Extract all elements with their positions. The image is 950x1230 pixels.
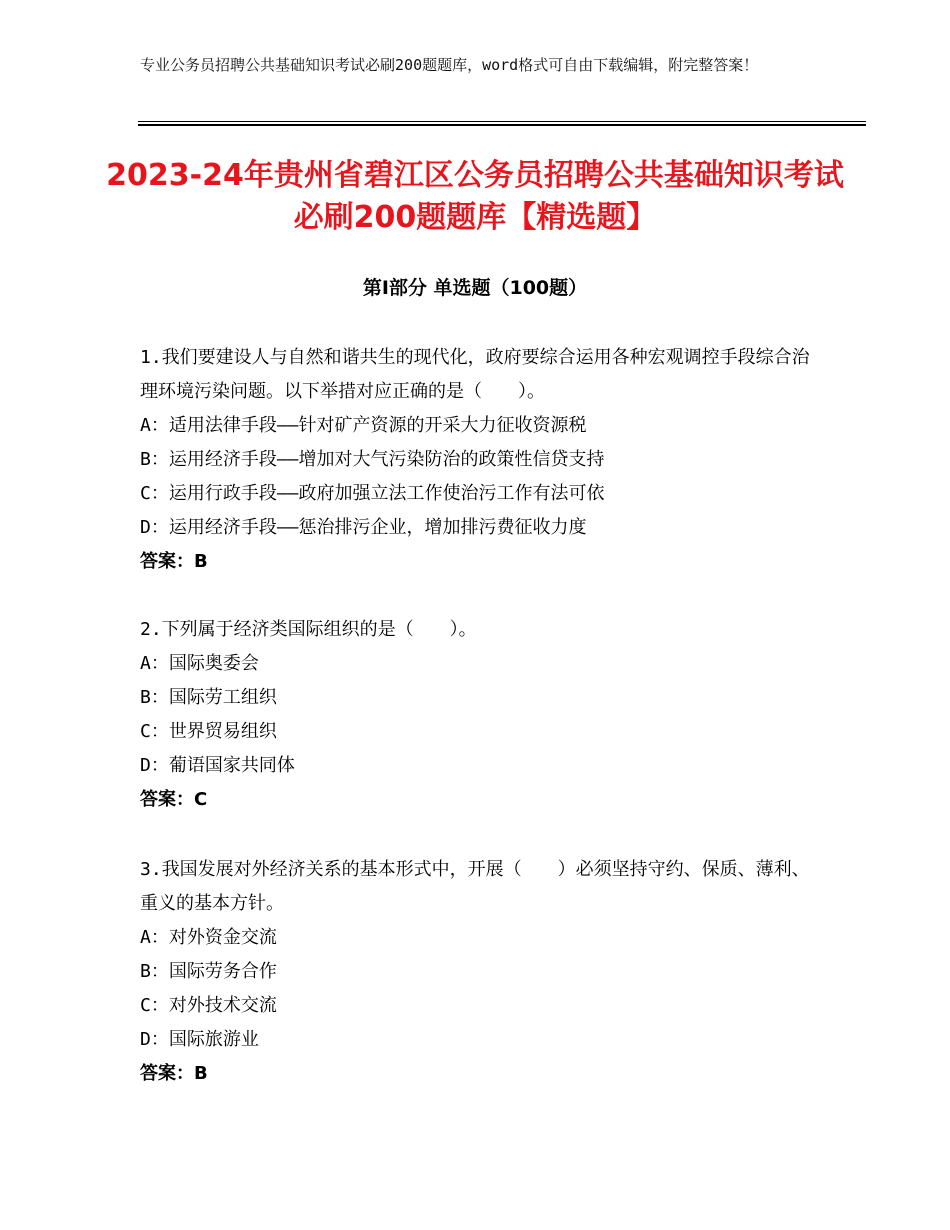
option-d: D：运用经济手段——惩治排污企业，增加排污费征收力度 <box>140 517 587 538</box>
option-a: A：适用法律手段——针对矿产资源的开采大力征收资源税 <box>140 415 587 436</box>
option-b: B：国际劳工组织 <box>140 687 277 708</box>
question-block <box>140 853 810 1091</box>
header-divider <box>138 121 866 122</box>
option-a: A：对外资金交流 <box>140 927 277 948</box>
option-c: C：运用行政手段——政府加强立法工作使治污工作有法可依 <box>140 483 605 504</box>
option-c: C：对外技术交流 <box>140 995 277 1016</box>
question-block <box>140 341 810 579</box>
answer: 答案：C <box>140 789 208 810</box>
option-b: B：运用经济手段——增加对大气污染防治的政策性信贷支持 <box>140 449 605 470</box>
option-d: D：国际旅游业 <box>140 1029 259 1050</box>
question-stem: 3.我国发展对外经济关系的基本形式中，开展（ ）必须坚持守约、保质、薄利、重义的基本方针。 <box>140 859 810 914</box>
answer: 答案：B <box>140 551 208 572</box>
document-title: 2023-24年贵州省碧江区公务员招聘公共基础知识考试必刷200题题库【精选题】 <box>106 158 844 235</box>
section-title: 第Ⅰ部分 单选题（100题） <box>362 277 588 299</box>
header-divider-thick <box>138 124 866 126</box>
question-block <box>140 613 810 817</box>
answer: 答案：B <box>140 1063 208 1084</box>
option-d: D：葡语国家共同体 <box>140 755 295 776</box>
option-b: B：国际劳务合作 <box>140 961 277 982</box>
header-note: 专业公务员招聘公共基础知识考试必刷200题题库，word格式可自由下载编辑，附完整答案！ <box>140 56 759 74</box>
question-stem: 2.下列属于经济类国际组织的是（ ）。 <box>140 619 477 640</box>
option-a: A：国际奥委会 <box>140 653 259 674</box>
option-c: C：世界贸易组织 <box>140 721 277 742</box>
question-stem: 1.我们要建设人与自然和谐共生的现代化，政府要综合运用各种宏观调控手段综合治理环境污染问题。以下举措对应正确的是（ ）。 <box>140 347 810 402</box>
